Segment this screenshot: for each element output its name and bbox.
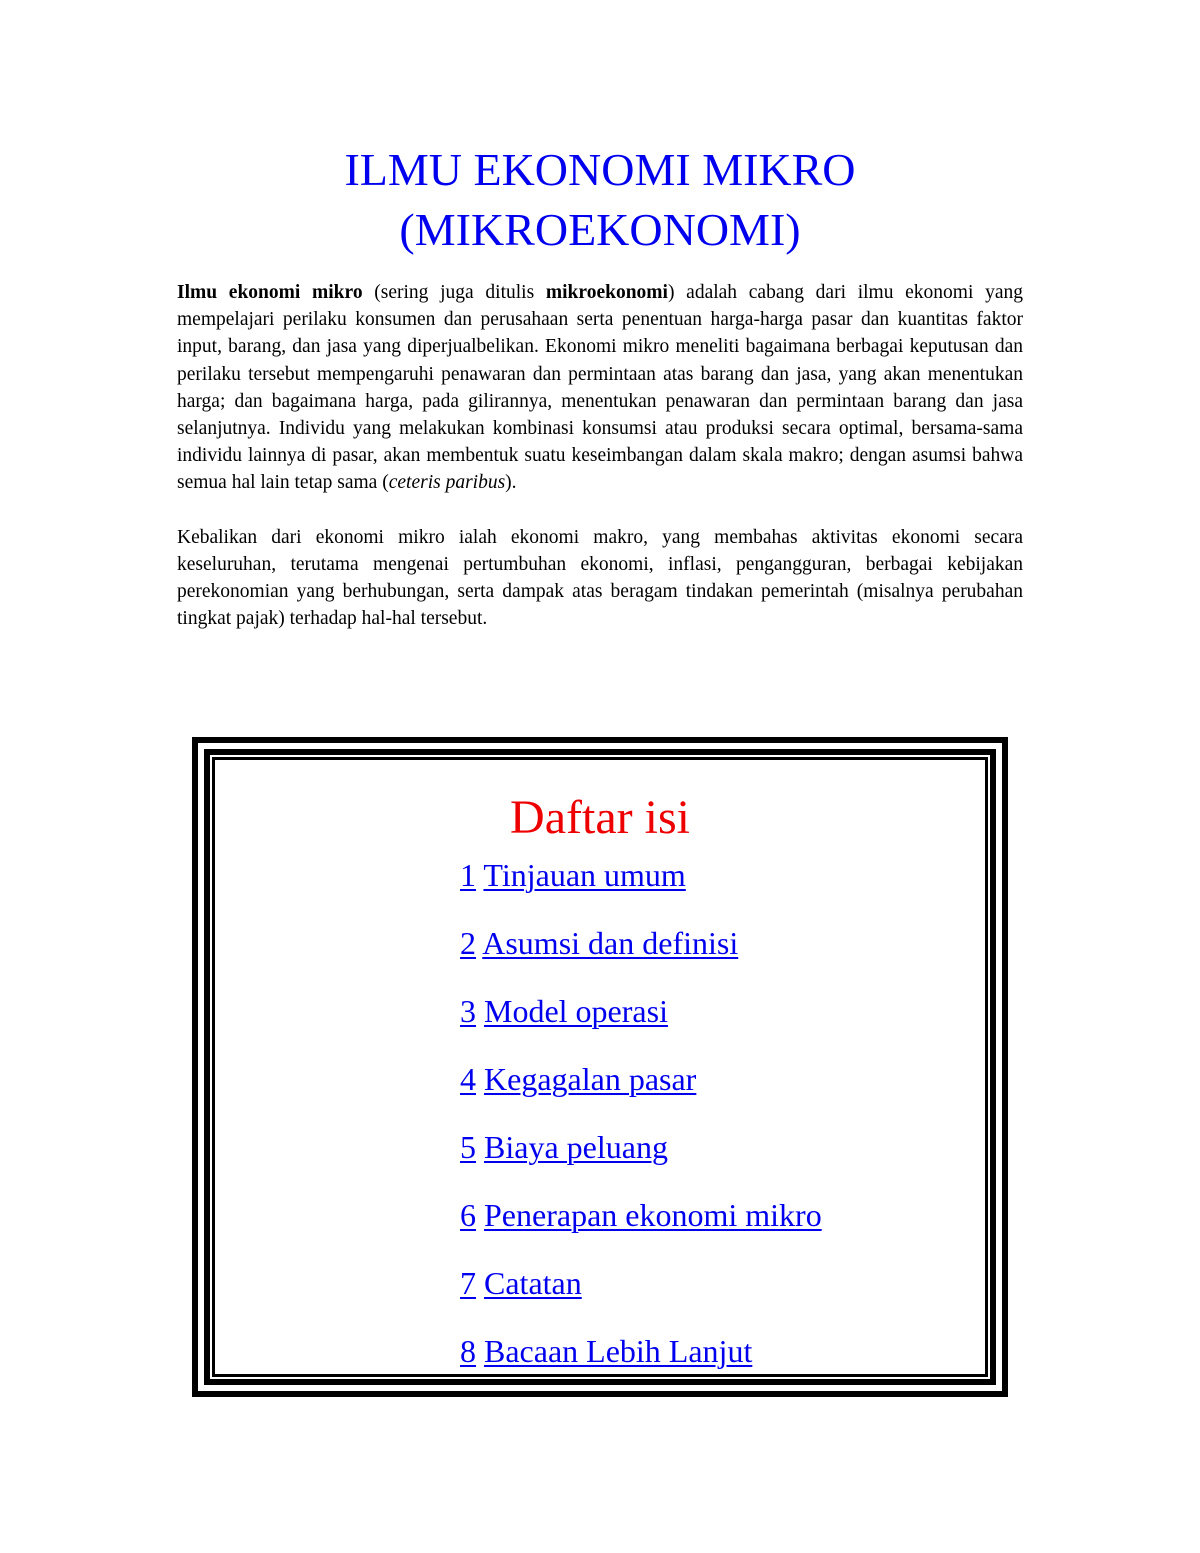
intro-text-3: ). <box>505 472 517 494</box>
term-ceteris-paribus: ceteris paribus <box>388 472 506 494</box>
toc-item-6-number[interactable]: 6 <box>460 1197 476 1233</box>
toc-item-8 <box>460 1331 822 1399</box>
toc-item-2-link[interactable]: Asumsi dan definisi <box>482 925 739 961</box>
toc-item-4-link[interactable]: Kegagalan pasar <box>484 1061 697 1097</box>
page-title-line-1: ILMU EKONOMI MIKRO <box>344 144 856 195</box>
toc-title: Daftar isi <box>510 791 690 844</box>
toc-item-6-link[interactable]: Penerapan ekonomi mikro <box>484 1197 822 1233</box>
toc-list <box>460 855 822 1399</box>
toc-item-5-number[interactable]: 5 <box>460 1129 476 1165</box>
toc-item-1 <box>460 855 822 923</box>
toc-item-6 <box>460 1195 822 1263</box>
toc-item-7-number[interactable]: 7 <box>460 1265 476 1301</box>
body-text <box>177 279 1023 632</box>
intro-text-2: ) adalah cabang dari ilmu ekonomi yang mempelajari perilaku konsumen dan perusahaan serta penentuan harga-harga pasar dan kuantitas faktor input, barang, dan jasa yang diperjualbelikan. Ekonomi mikro meneliti bagaimana berbagai keputusan dan perilaku tersebut mempengaruhi penawaran dan permintaan atas barang dan jasa, yang akan menentukan harga; dan bagaimana harga, pada gilirannya, menentukan penawaran dan permintaan barang dan jasa selanjutnya. Individu yang melakukan kombinasi konsumsi atau produksi secara optimal, bersama-sama individu lainnya di pasar, akan membentuk suatu keseimbangan dalam skala makro; dengan asumsi bahwa semua hal lain tetap sama ( <box>177 282 1024 494</box>
toc-item-7 <box>460 1263 822 1331</box>
page-title <box>0 140 1200 260</box>
intro-text-1: (sering juga ditulis <box>362 282 546 303</box>
toc-item-8-link[interactable]: Bacaan Lebih Lanjut <box>484 1333 753 1369</box>
term-mikroekonomi: mikroekonomi <box>545 282 668 303</box>
toc-item-3-link[interactable]: Model operasi <box>484 993 668 1029</box>
toc-item-3-number[interactable]: 3 <box>460 993 476 1029</box>
toc-item-3 <box>460 991 822 1059</box>
toc-item-1-link[interactable]: Tinjauan umum <box>483 857 686 893</box>
toc-item-4 <box>460 1059 822 1127</box>
page-title-line-2: (MIKROEKONOMI) <box>399 204 801 255</box>
toc-frame <box>192 737 1008 1397</box>
toc-item-7-link[interactable]: Catatan <box>484 1265 582 1301</box>
toc-item-5-link[interactable]: Biaya peluang <box>484 1129 668 1165</box>
toc-item-2-number[interactable]: 2 <box>460 925 476 961</box>
toc-item-1-number[interactable]: 1 <box>460 857 476 893</box>
term-ilmu-ekonomi-mikro: Ilmu ekonomi mikro <box>177 282 363 303</box>
toc-item-5 <box>460 1127 822 1195</box>
contrast-paragraph: Kebalikan dari ekonomi mikro ialah ekonomi makro, yang membahas aktivitas ekonomi secara keseluruhan, terutama mengenai pertumbuhan ekonomi, inflasi, pengangguran, berbagai kebijakan perekonomian yang berhubungan, serta dampak atas beragam tindakan pemerintah (misalnya perubahan tingkat pajak) terhadap hal-hal tersebut. <box>177 526 1023 630</box>
toc-item-2 <box>460 923 822 991</box>
toc-item-4-number[interactable]: 4 <box>460 1061 476 1097</box>
toc-inner-border <box>212 757 988 1377</box>
intro-paragraph <box>177 279 1023 497</box>
toc-item-8-number[interactable]: 8 <box>460 1333 476 1369</box>
